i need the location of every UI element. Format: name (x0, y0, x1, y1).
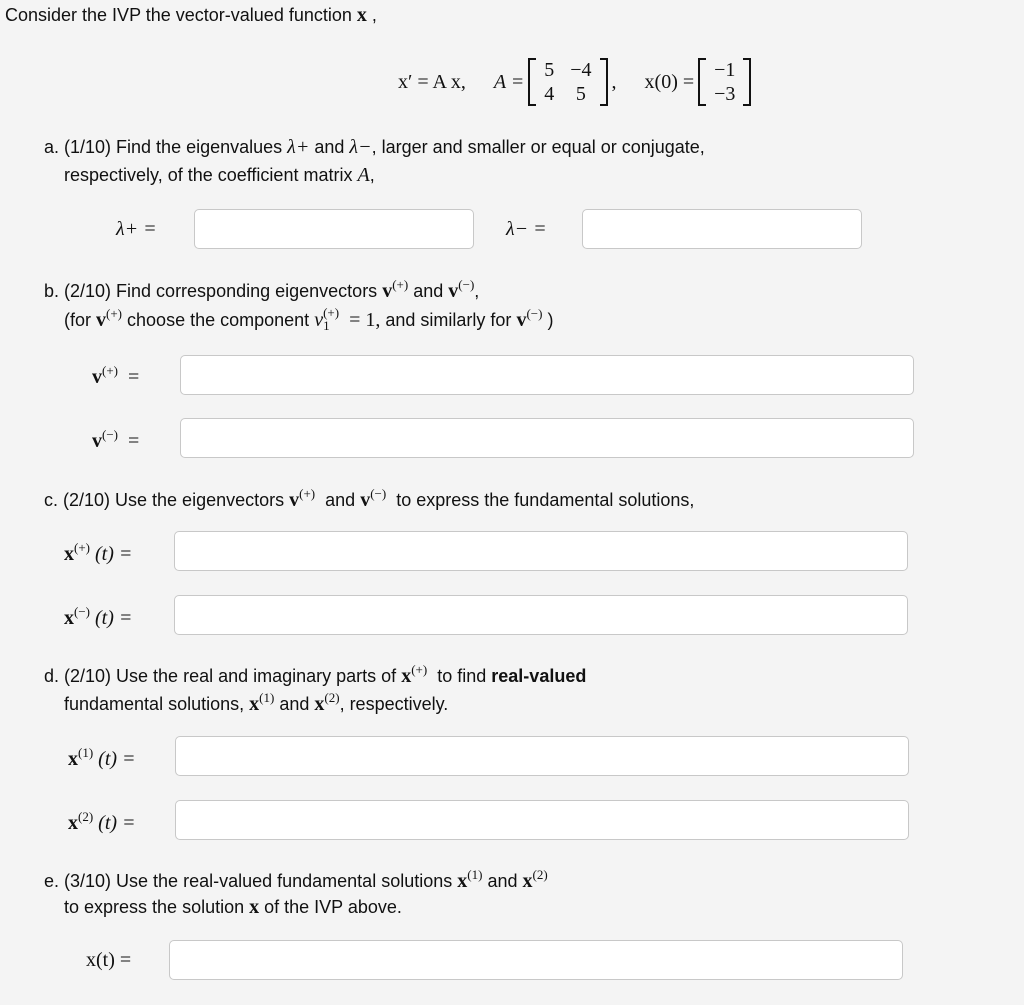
part-d-line2: fundamental solutions, $x^{(1)}$ and $x^{(2)}$, respectively. (64, 690, 449, 715)
intro-text: Consider the IVP the vector-valued function x , (5, 4, 377, 26)
part-a-line1: a. (1/10) Find the eigenvalues λ+ and λ−, larger and smaller or equal or conjugate, (44, 136, 705, 158)
lambda-plus-input[interactable] (194, 209, 474, 249)
part-e-line2: to express the solution x of the IVP above. (64, 896, 402, 918)
v-minus-input[interactable] (180, 418, 914, 458)
lambda-plus-label: λ+ = (116, 218, 157, 240)
x-t-label: x(t) = (86, 949, 132, 971)
part-b-line1: b. (2/10) Find corresponding eigenvectors v(+) and v(−), (44, 277, 480, 302)
x1-input[interactable] (175, 736, 909, 776)
x-minus-label: x(−) (t) = (64, 604, 133, 629)
matrix-A: 5 −4 4 5 (528, 58, 607, 106)
lambda-minus-label: λ− = (506, 218, 547, 240)
x-minus-input[interactable] (174, 595, 908, 635)
x-t-input[interactable] (169, 940, 903, 980)
x2-input[interactable] (175, 800, 909, 840)
v-plus-input[interactable] (180, 355, 914, 395)
part-d-line1: d. (2/10) Use the real and imaginary parts of x(+) to find real-valued (44, 662, 587, 687)
x-plus-label: x(+) (t) = (64, 540, 133, 565)
v-plus-label: v(+) = (92, 363, 140, 388)
v-minus-label: v(−) = (92, 427, 140, 452)
ivp-equation: x′ = A x, A = 5 −4 4 5 , x(0) = −1 −3 (398, 52, 755, 112)
part-e-line1: e. (3/10) Use the real-valued fundamental solutions $x^{(1)}$ and $x^{(2)}$ (44, 867, 548, 892)
part-b-line2: (for v(+) choose the component v (+) 1 = 1, and similarly for v(−) ) (64, 305, 554, 334)
v1-index: (+) 1 (323, 305, 340, 334)
part-a-line2: respectively, of the coefficient matrix A, (64, 164, 375, 186)
x2-label: $x^{(2)}$ (t) = (68, 809, 136, 834)
x-plus-input[interactable] (174, 531, 908, 571)
initial-vector: −1 −3 (698, 58, 751, 106)
part-c-text: c. (2/10) Use the eigenvectors v(+) and v(−) to express the fundamental solutions, (44, 486, 695, 511)
x1-label: $x^{(1)}$ (t) = (68, 745, 136, 770)
lambda-minus-input[interactable] (582, 209, 862, 249)
